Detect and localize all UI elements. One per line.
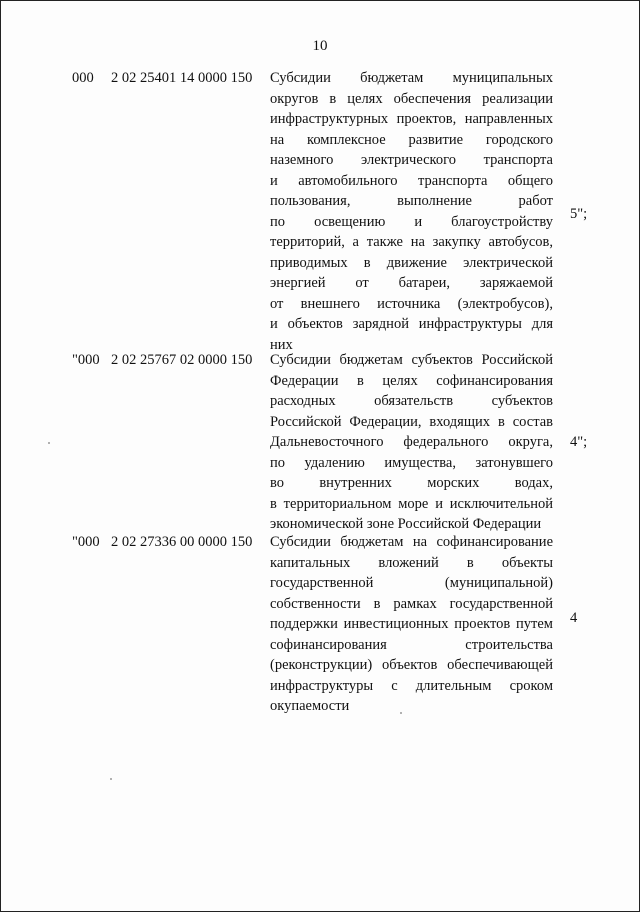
description-line: пользования, выполнение работ [270,193,553,209]
description-line: (реконструкции) объектов обеспечивающей [270,657,553,673]
description-line: в территориальном море и исключительной [270,495,553,512]
description-line: поддержки инвестиционных проектов путем [270,616,553,632]
page-number: 10 [312,38,328,54]
description-line: наземного электрического транспорта [270,152,553,168]
budget-classification-code: 2 02 25401 14 0000 150 [111,70,253,86]
description-line: по освещению и благоустройству [270,213,553,230]
description-line: инфраструктуры с длительным сроком [270,677,553,694]
description-line: Российской Федерации, входящих в состав [270,413,553,430]
description-line: Субсидии бюджетам субъектов Российской [270,352,553,368]
income-description [270,532,553,717]
standard-value: 4 [570,610,578,626]
description-line: капитальных вложений в объекты [270,554,553,571]
description-line: по удалению имущества, затонувшего [270,454,553,471]
description-line: инфраструктурных проектов, направленных [270,111,553,127]
budget-classification-code: 2 02 25767 02 0000 150 [111,352,253,368]
description-line: от внешнего источника (электробусов), [270,295,553,312]
description-line: во внутренних морских водах, [270,475,553,491]
description-line: Федерации в целях софинансирования [270,372,553,389]
description-line: окупаемости [270,698,350,714]
description-line: собственности в рамках государственной [270,595,553,612]
description-line: территорий, а также на закупку автобусов, [270,234,553,250]
standard-value: 5"; [570,206,588,222]
description-line: них [270,336,293,353]
scan-speck [48,442,50,444]
description-line: и автомобильного транспорта общего [270,172,553,189]
income-description [270,68,553,355]
description-line: Субсидии бюджетам на софинансирование [270,534,553,550]
standard-value: 4"; [570,434,588,450]
scan-speck [400,712,402,714]
description-line: Субсидии бюджетам муниципальных [270,70,553,86]
description-line: приводимых в движение электрической [270,254,553,271]
description-line: Дальневосточного федерального округа, [270,434,553,450]
scan-speck [110,778,112,780]
description-line: энергией от батареи, заряжаемой [270,275,553,291]
description-line: государственной (муниципальной) [270,575,553,591]
description-line: расходных обязательств субъектов [270,393,553,409]
description-line: округов в целях обеспечения реализации [270,90,553,107]
description-line: на комплексное развитие городского [270,131,553,148]
income-description [270,350,553,535]
description-line: и объектов зарядной инфраструктуры для [270,316,553,332]
admin-code: 000 [72,70,94,86]
admin-code: "000 [72,534,100,550]
budget-classification-code: 2 02 27336 00 0000 150 [111,534,253,550]
description-line: экономической зоне Российской Федерации [270,516,542,532]
description-line: софинансирования строительства [270,636,553,653]
admin-code: "000 [72,352,100,368]
